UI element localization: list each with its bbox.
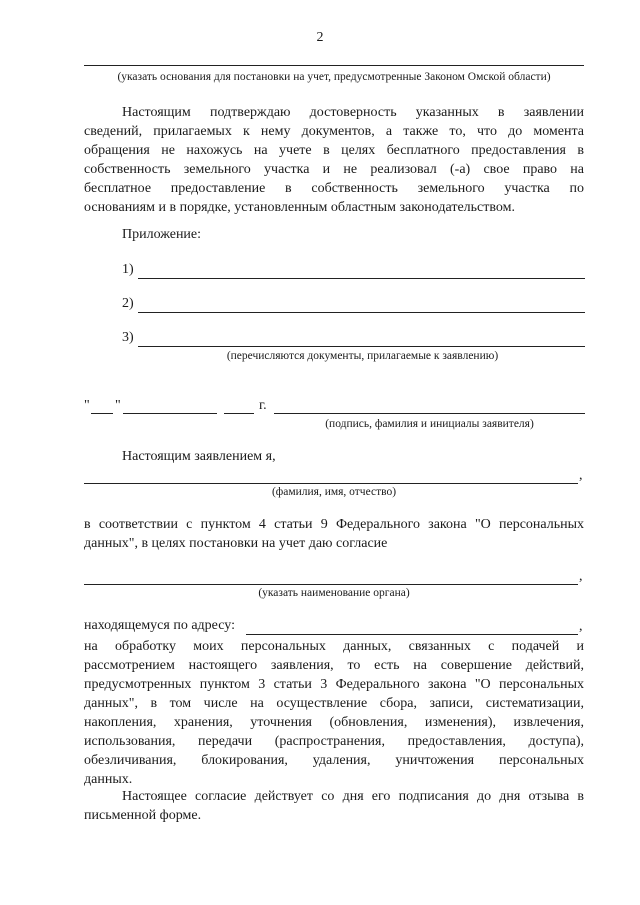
attachment-item-1-line[interactable] [138, 278, 585, 279]
address-label: находящемуся по адресу: [84, 618, 235, 633]
validity-line: письменной форме. [84, 808, 202, 823]
address-line-comma: , [579, 619, 583, 634]
confirmation-line: сведений, прилагаемых к нему документов, а также то, что до момента [84, 124, 584, 139]
confirmation-line: бесплатное предоставление в собственность земельного участка по [84, 181, 584, 196]
year-suffix: г. [259, 398, 267, 413]
law-line: в соответствии с пунктом 4 статьи 9 Федерального закона "О персональных [84, 517, 584, 532]
attachment-item-1-number: 1) [122, 262, 134, 277]
date-close-quote: " [115, 398, 121, 413]
confirmation-line: основаниям и в порядке, установленным областным законодательством. [84, 200, 515, 215]
processing-line: использования, передачи (распространения, предоставления, доступа), [84, 734, 584, 749]
confirmation-paragraph [84, 103, 584, 217]
full-name-caption: (фамилия, имя, отчество) [271, 486, 397, 498]
full-name-line[interactable] [84, 483, 578, 484]
organ-line-comma: , [579, 569, 583, 584]
attachment-item-2-line[interactable] [138, 312, 585, 313]
processing-line: накопления, хранения, уточнения (обновления, изменения), извлечения, [84, 715, 584, 730]
name-line-comma: , [579, 468, 583, 483]
processing-line: на обработку моих персональных данных, связанных с подачей и [84, 639, 584, 654]
consent-intro: Настоящим заявлением я, [122, 449, 276, 464]
attachment-item-3-number: 3) [122, 330, 134, 345]
signature-caption: (подпись, фамилия и инициалы заявителя) [325, 418, 534, 430]
attachments-caption: (перечисляются документы, прилагаемые к заявлению) [226, 350, 499, 362]
address-line[interactable] [246, 634, 578, 635]
attachments-heading: Приложение: [122, 227, 202, 242]
attachment-item-3-line[interactable] [138, 346, 585, 347]
confirmation-line: обращения не нахожусь на учете в целях бесплатного предоставления в [84, 143, 584, 158]
law-reference-paragraph [84, 515, 584, 553]
law-line: данных", в целях постановки на учет даю согласие [84, 536, 388, 551]
organ-name-caption: (указать наименование органа) [258, 587, 410, 599]
processing-line: данных", в том числе на осуществление сбора, записи, систематизации, [84, 696, 584, 711]
organ-name-line[interactable] [84, 584, 578, 585]
processing-paragraph [84, 637, 584, 789]
date-month-line[interactable] [123, 413, 217, 414]
confirmation-line: собственность земельного участка и не реализовал (-а) свое право на [84, 162, 584, 177]
validity-line: Настоящее согласие действует со дня его подписания до дня отзыва в [122, 789, 584, 804]
processing-line: данных. [84, 772, 133, 787]
confirmation-line: Настоящим подтверждаю достоверность указанных в заявлении [122, 105, 584, 120]
attachment-item-2-number: 2) [122, 296, 134, 311]
date-day-line[interactable] [91, 413, 113, 414]
basis-input-line[interactable] [84, 65, 584, 66]
validity-paragraph [84, 787, 584, 825]
date-year-line[interactable] [224, 413, 254, 414]
date-open-quote: " [84, 398, 90, 413]
basis-caption: (указать основания для постановки на учет, предусмотренные Законом Омской области) [117, 71, 551, 83]
page-number: 2 [316, 30, 324, 45]
processing-line: обезличивания, блокирования, удаления, уничтожения персональных [84, 753, 584, 768]
processing-line: рассмотрением настоящего заявления, то есть на совершение действий, [84, 658, 584, 673]
signature-line[interactable] [274, 413, 585, 414]
processing-line: предусмотренных пунктом 3 статьи 3 Федерального закона "О персональных [84, 677, 584, 692]
